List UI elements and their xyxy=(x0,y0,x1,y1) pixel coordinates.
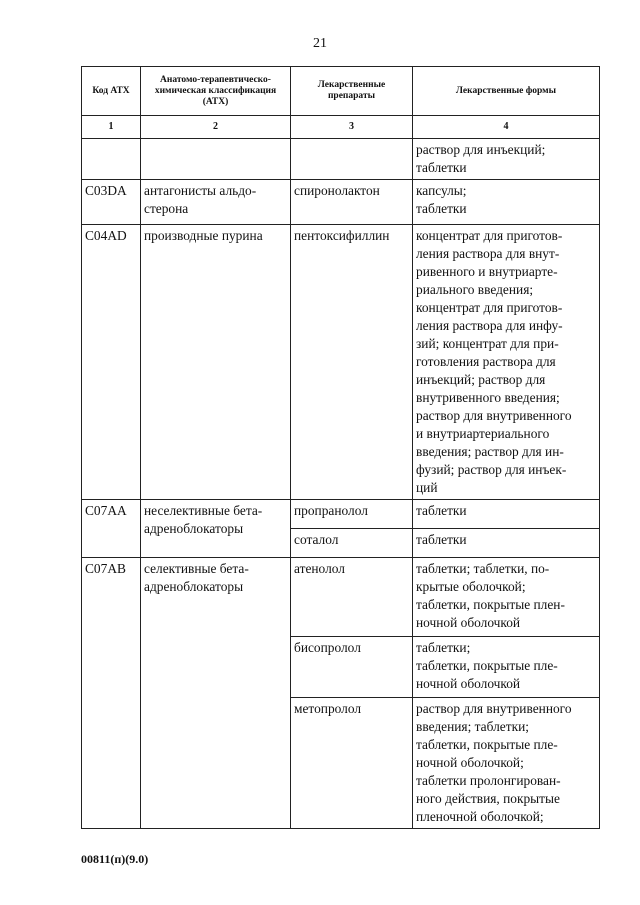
column-number: 3 xyxy=(291,116,413,139)
dosage-form-line: ного действия, покрытые xyxy=(416,791,560,806)
dosage-form-line: таблетки; таблетки, по- xyxy=(416,561,550,576)
dosage-form-line: раствор для внутривенного xyxy=(416,408,572,423)
drug-cell: метопролол xyxy=(291,698,413,829)
dosage-form-line: зий; концентрат для при- xyxy=(416,336,559,351)
drug-cell xyxy=(291,139,413,180)
dosage-form-line: раствор для инъекций; xyxy=(416,142,546,157)
atc-class-cell xyxy=(141,558,291,829)
dosage-form-line: таблетки, покрытые пле- xyxy=(416,658,558,673)
atc-code-cell: C07AB xyxy=(82,558,141,829)
atc-code-cell xyxy=(82,139,141,180)
atc-code-cell: C04AD xyxy=(82,225,141,500)
table-row xyxy=(82,139,600,180)
header-atc-code: Код АТХ xyxy=(82,67,141,116)
atc-class-line: адреноблокаторы xyxy=(144,579,244,594)
dosage-form-line: риального введения; xyxy=(416,282,534,297)
atc-class-cell xyxy=(141,500,291,558)
dosage-form-line: ций xyxy=(416,480,438,495)
drug-cell: соталол xyxy=(291,529,413,558)
dosage-form-line: таблетки xyxy=(416,160,467,175)
dosage-form-line: концентрат для приготов- xyxy=(416,300,563,315)
atc-drug-table xyxy=(81,66,600,829)
atc-class-cell: производные пурина xyxy=(141,225,291,500)
column-number: 2 xyxy=(141,116,291,139)
atc-class-line: адреноблокаторы xyxy=(144,521,244,536)
table-row xyxy=(82,225,600,500)
column-number: 1 xyxy=(82,116,141,139)
atc-class-line: неселективные бета- xyxy=(144,503,263,518)
dosage-form-line: ночной оболочкой xyxy=(416,615,521,630)
dosage-form-line: капсулы; xyxy=(416,183,467,198)
atc-class-cell xyxy=(141,139,291,180)
dosage-form-line: инъекций; раствор для xyxy=(416,372,546,387)
drug-cell: спиронолактон xyxy=(291,180,413,225)
dosage-form-line: ривенного и внутриарте- xyxy=(416,264,558,279)
dosage-form-line: внутривенного введения; xyxy=(416,390,560,405)
atc-class-line: антагонисты альдо- xyxy=(144,183,257,198)
dosage-form-line: введения; таблетки; xyxy=(416,719,529,734)
dosage-form-line: таблетки пролонгирован- xyxy=(416,773,561,788)
dosage-form-line: таблетки, покрытые плен- xyxy=(416,597,565,612)
table-header-row xyxy=(82,67,600,116)
drug-cell: бисопролол xyxy=(291,637,413,698)
table-row xyxy=(82,558,600,637)
dosage-form-line: крытые оболочкой; xyxy=(416,579,526,594)
header-atc-classification: Анатомо-терапевтическо-химическая классификация (АТХ) xyxy=(141,67,291,116)
dosage-form-line: раствор для внутривенного xyxy=(416,701,572,716)
dosage-form-line: ления раствора для внут- xyxy=(416,246,560,261)
column-number: 4 xyxy=(413,116,600,139)
table-row xyxy=(82,180,600,225)
atc-code-cell: C07AA xyxy=(82,500,141,558)
atc-class-line: стерона xyxy=(144,201,189,216)
dosage-form-line: ления раствора для инфу- xyxy=(416,318,563,333)
dosage-form-line: таблетки; xyxy=(416,640,471,655)
dosage-forms-cell: таблетки xyxy=(413,500,600,529)
dosage-form-line: концентрат для приготов- xyxy=(416,228,563,243)
page-number: 21 xyxy=(313,36,327,51)
atc-code-cell: C03DA xyxy=(82,180,141,225)
dosage-form-line: таблетки, покрытые пле- xyxy=(416,737,558,752)
header-dosage-forms: Лекарственные формы xyxy=(413,67,600,116)
dosage-forms-cell xyxy=(413,139,600,180)
dosage-forms-cell: таблетки xyxy=(413,529,600,558)
table-row xyxy=(82,500,600,529)
dosage-forms-cell xyxy=(413,180,600,225)
dosage-form-line: и внутриартериального xyxy=(416,426,550,441)
dosage-forms-cell xyxy=(413,225,600,500)
drug-cell: пропранолол xyxy=(291,500,413,529)
dosage-forms-cell xyxy=(413,637,600,698)
dosage-form-line: готовления раствора для xyxy=(416,354,556,369)
dosage-forms-cell xyxy=(413,558,600,637)
header-drugs: Лекарственные препараты xyxy=(291,67,413,116)
dosage-form-line: таблетки xyxy=(416,201,467,216)
dosage-form-line: фузий; раствор для инъек- xyxy=(416,462,567,477)
atc-class-cell xyxy=(141,180,291,225)
drug-cell: атенолол xyxy=(291,558,413,637)
dosage-form-line: введения; раствор для ин- xyxy=(416,444,564,459)
drug-cell: пентоксифиллин xyxy=(291,225,413,500)
column-number-row xyxy=(82,116,600,139)
dosage-form-line: ночной оболочкой xyxy=(416,676,521,691)
document-footer-code: 00811(п)(9.0) xyxy=(81,852,149,866)
dosage-form-line: ночной оболочкой; xyxy=(416,755,524,770)
dosage-form-line: пленочной оболочкой; xyxy=(416,809,544,824)
atc-class-line: селективные бета- xyxy=(144,561,249,576)
dosage-forms-cell xyxy=(413,698,600,829)
